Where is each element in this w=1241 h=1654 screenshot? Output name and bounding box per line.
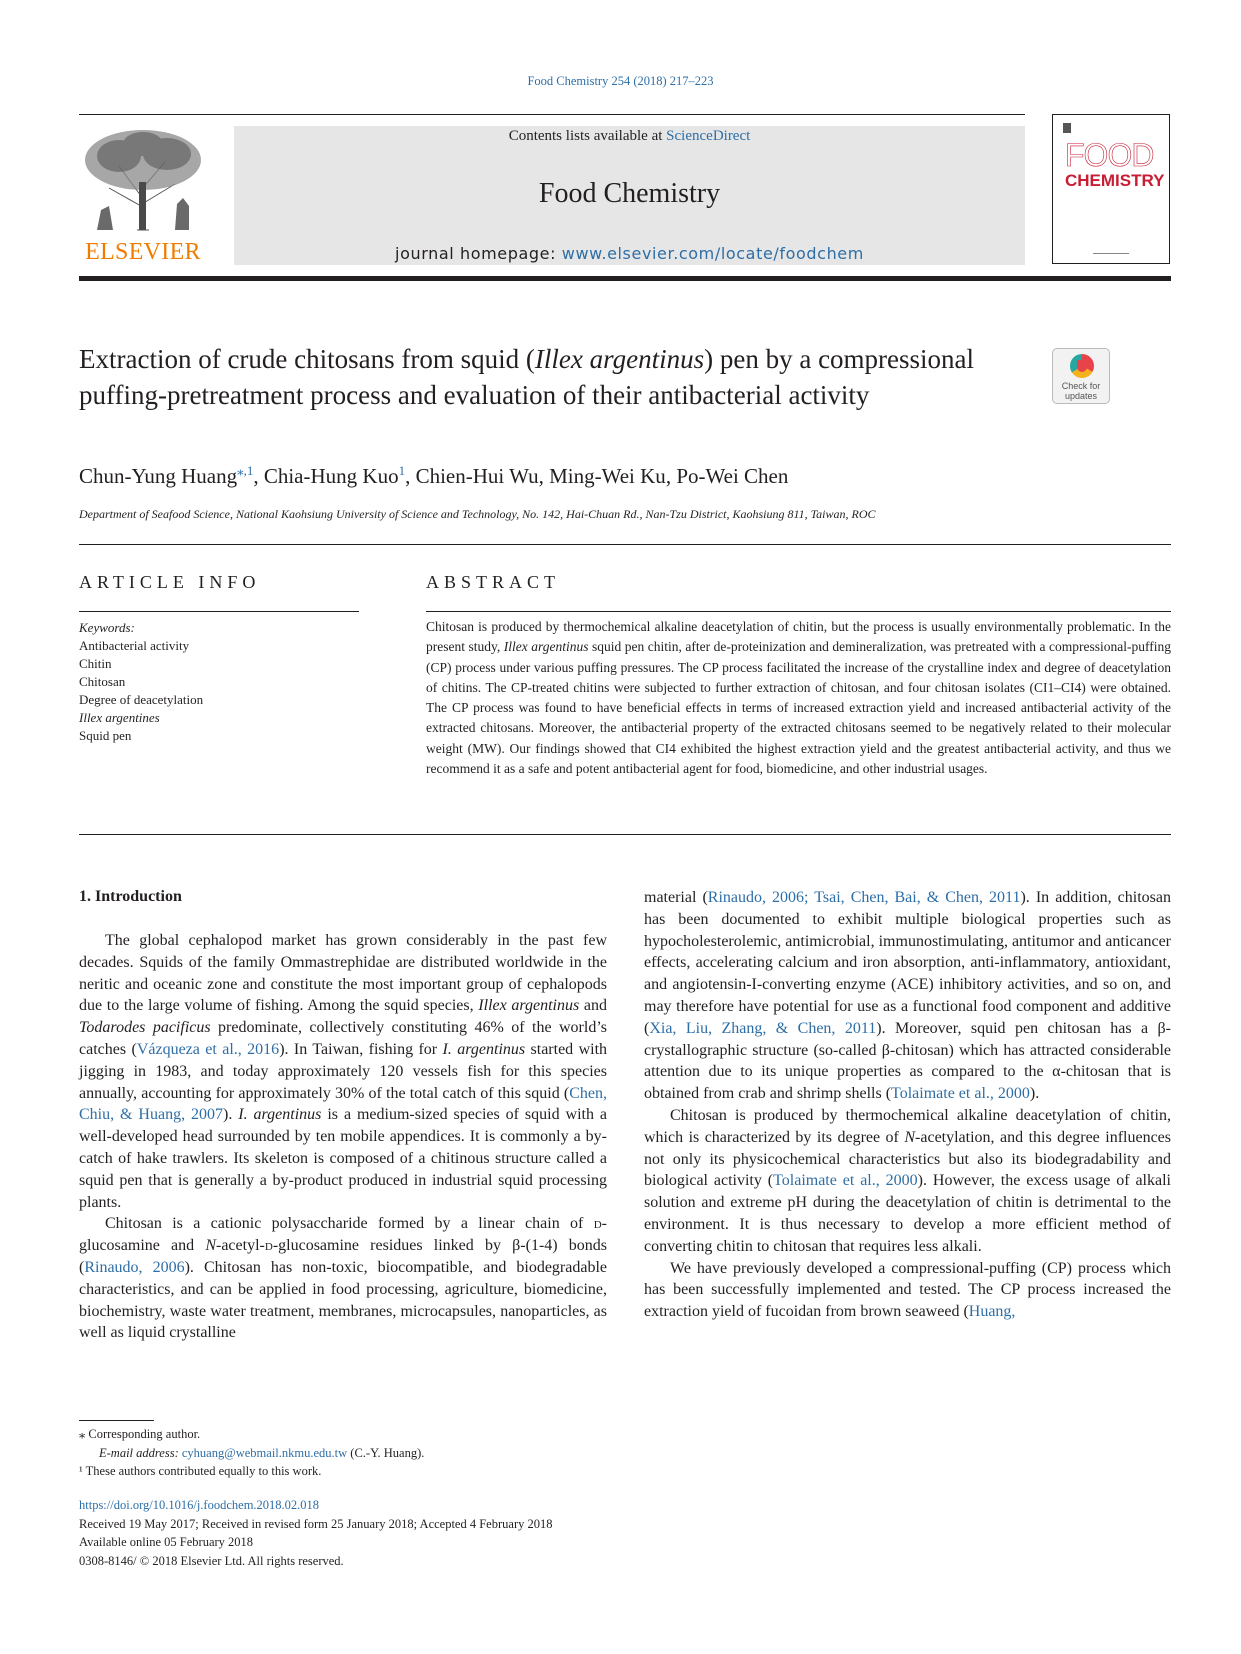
- journal-masthead: [234, 126, 1025, 265]
- section-heading-introduction: 1. Introduction: [79, 888, 182, 905]
- author-footnote-mark[interactable]: ⁎,1: [237, 463, 254, 478]
- cover-logo-icon: [1063, 123, 1071, 133]
- paragraph: material (Rinaudo, 2006; Tsai, Chen, Bai, & Chen, 2011). In addition, chitosan has been documented to exhibit multiple biological properties such as hypocholesterolemic, antimicrobial, immunostimulating, antitumor and anticancer effects, accelerating calcium and iron absorption, anti-inflammatory, antioxidant, and angiotensin-I-converting enzyme (ACE) inhibitory activities, and so on, and may therefore have potential for use as a functional food component and additive (Xia, Liu, Zhang, & Chen, 2011). Moreover, squid pen chitosan has a β-crystallographic structure (so-called β-chitosan) which has attracted considerable attention due to its unique properties as compared to the α-chitosan that is obtained from crab and shrimp shells (Tolaimate et al., 2000).: [644, 889, 1171, 1103]
- citation-link[interactable]: Tolaimate et al., 2000: [773, 1172, 918, 1190]
- journal-citation[interactable]: Food Chemistry 254 (2018) 217–223: [527, 74, 714, 88]
- contents-line: Contents lists available at ScienceDirect: [508, 128, 751, 144]
- body-column-right: [644, 887, 1171, 1323]
- article-info-heading: ARTICLE INFO: [79, 572, 261, 592]
- publication-info: [79, 1496, 552, 1570]
- author-name: Ming-Wei Ku: [549, 464, 666, 488]
- article-title: Extraction of crude chitosans from squid (Illex argentinus) pen by a compressional puffing-pretreatment process and evaluation of their antibacterial activity: [79, 344, 975, 410]
- author-name: Chun-Yung Huang: [79, 464, 238, 488]
- author-name: Chien-Hui Wu: [415, 464, 539, 488]
- divider: [79, 834, 1171, 835]
- divider: [79, 611, 359, 612]
- author-name: Po-Wei Chen: [676, 464, 789, 488]
- keyword: Degree of deacetylation: [79, 692, 204, 707]
- citation-link[interactable]: Rinaudo, 2006: [84, 1258, 185, 1276]
- elsevier-wordmark: ELSEVIER: [85, 239, 201, 265]
- author-name: Chia-Hung Kuo: [263, 464, 399, 488]
- keywords-list: [79, 619, 203, 745]
- paragraph: The global cephalopod market has grown considerably in the past few decades. Squids of the family Ommastrephidae are distributed worldwide in the neritic and oceanic zone and constitute the most important group of cephalopods due to the large volume of fishing. Among the squid species, Illex argentinus and Todarodes pacificus predominate, collectively constituting 46% of the world’s catches (Vázqueza et al., 2016). In Taiwan, fishing for I. argentinus started with jigging in 1983, and today approximately 120 vessels fish for this species annually, accounting for approximately 30% of the total catch of this squid (Chen, Chiu, & Huang, 2007). I. argentinus is a medium-sized species of squid with a well-developed head surrounded by ten mobile appendices. It is commonly a by-catch of hake trawlers. Its skeleton is composed of a chitinous structure called a squid pen that is generally a by-product produced in industrial squid processing plants.: [79, 932, 608, 1211]
- citation-link[interactable]: Tolaimate et al., 2000: [891, 1085, 1030, 1103]
- author-list: Chun-Yung Huang$^{⁎,1}$, Chia-Hung Kuo$^1$, Chien-Hui Wu, Ming-Wei Ku, Po-Wei Chen: [79, 463, 789, 488]
- homepage-link[interactable]: www.elsevier.com/locate/foodchem: [561, 244, 864, 263]
- elsevier-logo: [79, 126, 207, 266]
- citation-link[interactable]: Vázqueza et al., 2016: [136, 1040, 280, 1058]
- body-column-left: [79, 930, 607, 1344]
- available-online: Available online 05 February 2018: [79, 1535, 254, 1549]
- cover-title-chemistry: CHEMISTRY: [1065, 171, 1165, 190]
- footnote-corresponding: ⁎ Corresponding author.: [79, 1427, 201, 1441]
- keyword: Chitin: [79, 656, 112, 671]
- cover-divider: [1093, 253, 1129, 254]
- keyword: Squid pen: [79, 728, 132, 743]
- crossmark-icon: [1070, 354, 1094, 378]
- affiliation: Department of Seafood Science, National Kaohsiung University of Science and Technology, No. 142, Hai-Chuan Rd., Nan-Tzu District, Kaohsiung 811, Taiwan, ROC: [79, 507, 876, 521]
- check-for-updates-button[interactable]: Check for updates: [1052, 348, 1110, 404]
- elsevier-tree-icon: [79, 126, 207, 234]
- journal-homepage: journal homepage: www.elsevier.com/locate/foodchem: [395, 244, 864, 263]
- footnote-rule: [79, 1420, 154, 1421]
- copyright: 0308-8146/ © 2018 Elsevier Ltd. All rights reserved.: [79, 1553, 344, 1568]
- sciencedirect-link[interactable]: ScienceDirect: [666, 128, 751, 144]
- divider: [426, 611, 1171, 612]
- doi-link[interactable]: https://doi.org/10.1016/j.foodchem.2018.02.018: [79, 1498, 320, 1512]
- footnote-equal-contribution: ¹ These authors contributed equally to this work.: [79, 1464, 322, 1478]
- received-dates: Received 19 May 2017; Received in revised form 25 January 2018; Accepted 4 February 2018: [79, 1516, 553, 1531]
- journal-cover-thumbnail: [1052, 114, 1170, 264]
- divider: [79, 544, 1171, 545]
- keyword: Antibacterial activity: [79, 638, 190, 653]
- abstract-heading: ABSTRACT: [426, 572, 561, 592]
- journal-name: Food Chemistry: [538, 178, 721, 209]
- paragraph: We have previously developed a compressional-puffing (CP) process which has been successfully implemented and tested. The CP process increased the extraction yield of fucoidan from brown seaweed (Huang,: [644, 1259, 1171, 1321]
- header-rule: [79, 114, 1025, 115]
- header-thick-rule: [79, 276, 1171, 281]
- keyword: Illex argentines: [79, 710, 160, 725]
- keyword: Chitosan: [79, 674, 126, 689]
- paragraph: Chitosan is a cationic polysaccharide formed by a linear chain of d-glucosamine and N-acetyl-d-glucosamine residues linked by β-(1-4) bonds (Rinaudo, 2006). Chitosan has non-toxic, biocompatible, and biodegradable characteristics, and can be applied in food processing, agriculture, biomedicine, biochemistry, waste water treatment, membranes, microcapsules, nanoparticles, as well as liquid crystalline: [79, 1215, 608, 1342]
- citation-link[interactable]: Chen, Chiu, & Huang, 2007: [79, 1084, 607, 1124]
- author-footnote-mark[interactable]: 1: [398, 463, 406, 478]
- email-link[interactable]: cyhuang@webmail.nkmu.edu.tw: [181, 1445, 348, 1460]
- footnote-email: E-mail address: cyhuang@webmail.nkmu.edu.tw (C.-Y. Huang).: [99, 1445, 425, 1460]
- citation-link[interactable]: Huang,: [968, 1303, 1016, 1321]
- citation-link[interactable]: Xia, Liu, Zhang, & Chen, 2011: [649, 1019, 877, 1037]
- keywords-label: Keywords:: [79, 620, 135, 635]
- abstract-text: Chitosan is produced by thermochemical alkaline deacetylation of chitin, but the process is usually environmentally problematic. In the present study, Illex argentinus squid pen chitin, after de-proteinization and demineralization, was pretreated with a compressional-puffing (CP) process under various puffing pressures. The CP process facilitated the increase of the crystalline index and degree of deacetylation of chitins. The CP-treated chitins were subjected to further extraction of chitosan, and four chitosan isolates (CI1–CI4) were obtained. The CP process was found to have beneficial effects in terms of increased extraction yield and increased antibacterial activity of the extracted chitosans. Moreover, the antibacterial property of the extracted chitosans seemed to be negatively related to their molecular weight (MW). Our findings showed that CI4 exhibited the highest extraction yield and the greatest antibacterial activity, and thus we recommend it as a safe and potent antibacterial agent for food, biomedicine, and other industrial usages.: [426, 619, 1171, 777]
- citation-link[interactable]: Rinaudo, 2006; Tsai, Chen, Bai, & Chen, 2011: [707, 889, 1021, 906]
- paragraph: Chitosan is produced by thermochemical alkaline deacetylation of chitin, which is characterized by its degree of N-acetylation, and this degree influences not only its physicochemical characteristics but also its biodegradability and biological activity (Tolaimate et al., 2000). However, the excess usage of alkali solution and extreme pH during the deacetylation of chitin is detrimental to the environment. It is thus necessary to develop a more efficient method of converting chitin to chitosan that requires less alkali.: [644, 1106, 1172, 1255]
- footnotes: [79, 1425, 424, 1481]
- cover-title-food: FOOD: [1065, 137, 1154, 173]
